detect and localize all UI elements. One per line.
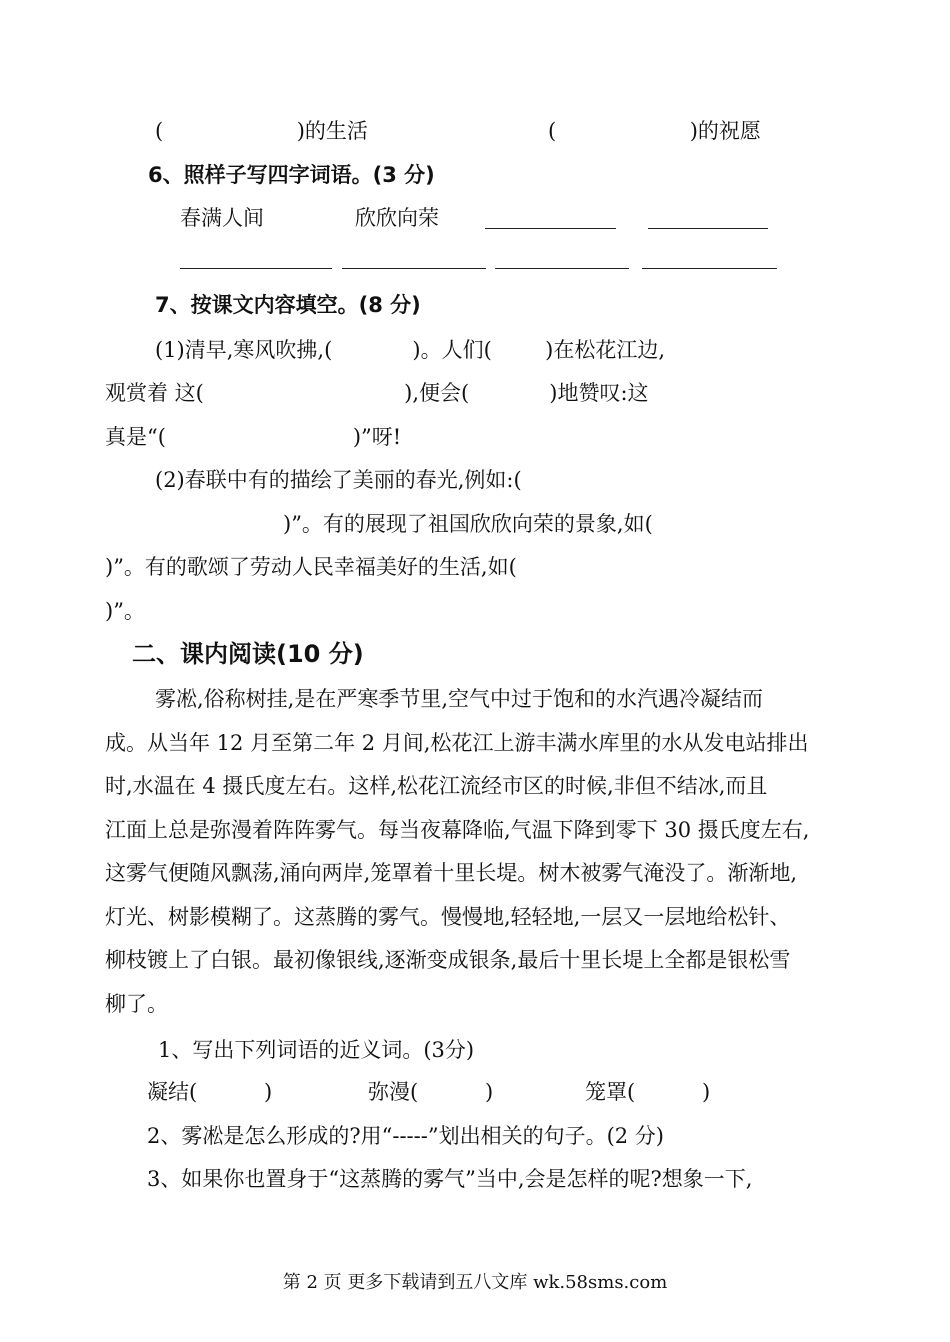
reading-q2: 2、雾凇是怎么形成的?用“-----”划出相关的句子。(2 分) <box>147 1124 664 1148</box>
q7-line: )”。有的展现了祖国欣欣向荣的景象,如( <box>283 512 653 536</box>
q6-answer-line-6[interactable] <box>642 268 777 269</box>
synonym-blank-2: 弥漫( ) <box>368 1080 494 1104</box>
passage-line: 雾凇,俗称树挂,是在严寒季节里,空气中过于饱和的水汽遇冷凝结而 <box>155 687 764 711</box>
reading-q1: 1、写出下列词语的近义词。(3分) <box>158 1038 475 1062</box>
q5-blank-wish: ( )的祝愿 <box>548 119 761 143</box>
q6-heading: 6、照样子写四字词语。(3 分) <box>148 163 435 187</box>
reading-q3: 3、如果你也置身于“这蒸腾的雾气”当中,会是怎样的呢?想象一下, <box>147 1167 753 1191</box>
q6-example-2: 欣欣向荣 <box>355 206 439 230</box>
q7-line: (2)春联中有的描绘了美丽的春光,例如:( <box>155 468 522 492</box>
passage-line: 灯光、树影模糊了。这蒸腾的雾气。慢慢地,轻轻地,一层又一层地给松针、 <box>105 905 791 929</box>
q5-blank-life: ( )的生活 <box>155 119 368 143</box>
passage-line: 成。从当年 12 月至第二年 2 月间,松花江上游丰满水库里的水从发电站排出 <box>105 731 809 755</box>
q7-line: 观赏着 这( ),便会( )地赞叹:这 <box>105 381 649 405</box>
q6-answer-line-1[interactable] <box>485 228 616 229</box>
q7-heading: 7、按课文内容填空。(8 分) <box>155 293 421 317</box>
passage-line: 时,水温在 4 摄氏度左右。这样,松花江流经市区的时候,非但不结冰,而且 <box>105 774 768 798</box>
synonym-blank-1: 凝结( ) <box>147 1080 273 1104</box>
passage-line: 这雾气便随风飘荡,涌向两岸,笼罩着十里长堤。树木被雾气淹没了。渐渐地, <box>105 861 798 885</box>
q6-answer-line-2[interactable] <box>648 228 768 229</box>
q6-answer-line-5[interactable] <box>495 268 629 269</box>
q7-line: (1)清早,寒风吹拂,( )。人们( )在松花江边, <box>155 338 666 362</box>
q7-line: )”。 <box>105 599 145 623</box>
passage-line: 柳枝镀上了白银。最初像银线,逐渐变成银条,最后十里长堤上全都是银松雪 <box>105 948 791 972</box>
page-footer: 第 2 页 更多下载请到五八文库 wk.58sms.com <box>282 1272 668 1293</box>
section-2-title: 二、课内阅读(10 分) <box>132 640 364 668</box>
q7-line: 真是“( )”呀! <box>105 425 402 449</box>
synonym-blank-3: 笼罩( ) <box>585 1080 711 1104</box>
q6-answer-line-3[interactable] <box>180 268 332 269</box>
passage-line: 柳了。 <box>105 992 168 1016</box>
q6-example-1: 春满人间 <box>180 206 264 230</box>
q6-answer-line-4[interactable] <box>342 268 486 269</box>
q7-line: )”。有的歌颂了劳动人民幸福美好的生活,如( <box>105 555 517 579</box>
passage-line: 江面上总是弥漫着阵阵雾气。每当夜幕降临,气温下降到零下 30 摄氏度左右, <box>105 818 810 842</box>
